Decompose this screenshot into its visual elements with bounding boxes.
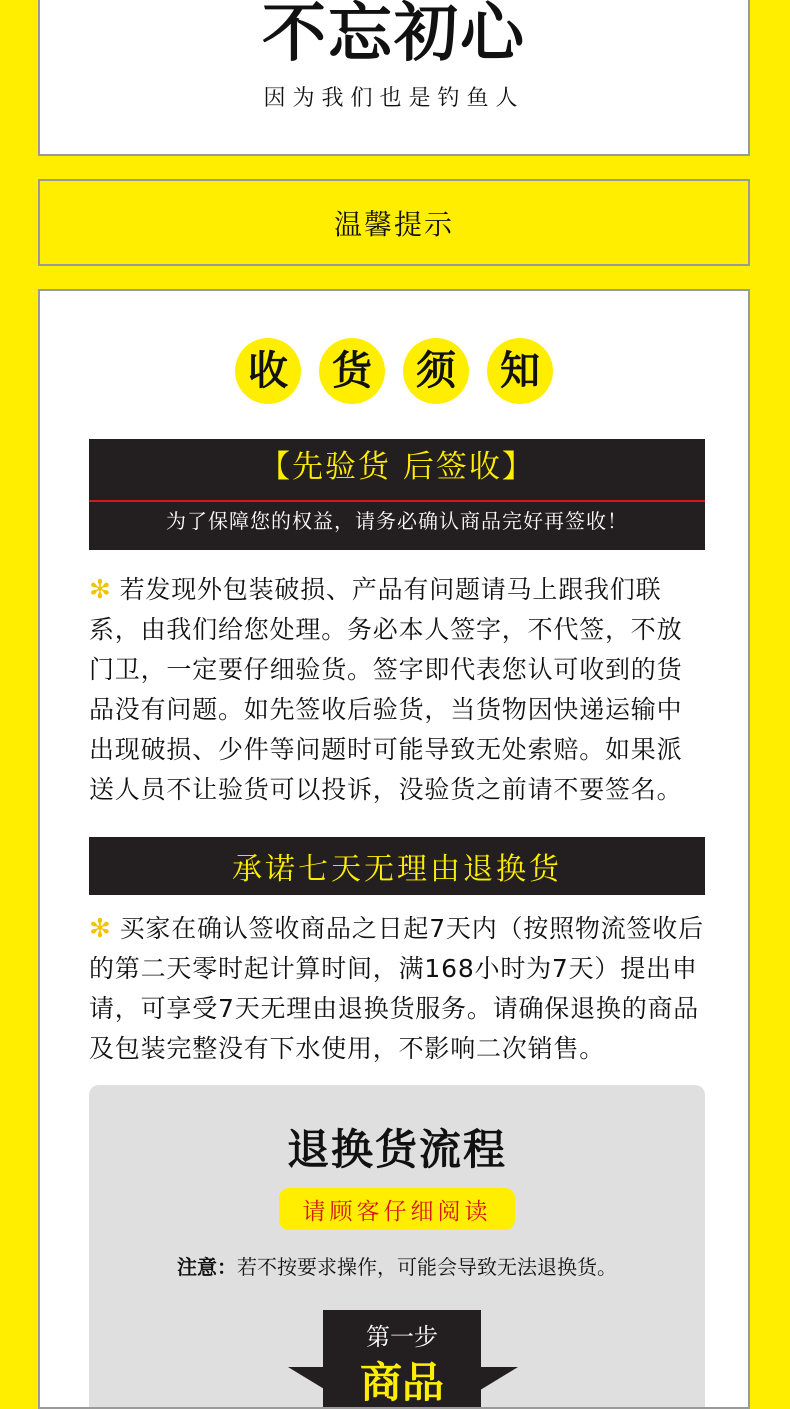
asterisk-icon: ✻	[89, 575, 112, 605]
receipt-banner-title: 【先验货 后签收】	[259, 449, 535, 485]
receipt-circle-2: 货	[319, 338, 385, 404]
first-step-label: 第一步	[366, 1323, 438, 1351]
notice-text: 若不按要求操作，可能会导致无法退换货。	[237, 1255, 617, 1279]
receipt-circle-1: 收	[235, 338, 301, 404]
receipt-paragraph: 若发现外包装破损、产品有问题请马上跟我们联系，由我们给您处理。务必本人签字，不代签，不放门卫，一定要仔细验货。签字即代表您认可收到的货品没有问题。如先签收后验货，当货物因快递运输中出现破损、少件等问题时可能导致无处索赔。如果派送人员不让验货可以投诉，没验货之前请不要签名。	[89, 575, 683, 804]
notice-label: 注意：	[177, 1255, 237, 1279]
return-policy-paragraph-block	[89, 909, 707, 1069]
return-policy-paragraph: 买家在确认签收商品之日起7天内（按照物流签收后的第二天零时起计算时间，满168小时为7天）提出申请，可享受7天无理由退换货服务。请确保退换的商品及包装完整没有下水使用，不影响二次销售。	[89, 914, 704, 1063]
read-carefully-label: 请顾客仔细阅读	[302, 1198, 492, 1225]
return-flow-card	[89, 1085, 705, 1409]
receipt-title-circles	[40, 338, 748, 404]
hero-subtitle: 因为我们也是钓鱼人	[263, 86, 525, 111]
asterisk-icon: ✻	[89, 914, 112, 944]
receipt-circle-4: 知	[487, 338, 553, 404]
return-policy-banner	[89, 837, 705, 895]
first-step-main: 商品	[359, 1358, 444, 1407]
receipt-paragraph-block	[89, 570, 707, 810]
return-flow-title: 退换货流程	[286, 1125, 507, 1174]
return-flow-notice	[89, 1257, 705, 1277]
content-panel	[38, 289, 750, 1409]
receipt-circle-3: 须	[403, 338, 469, 404]
return-policy-title: 承诺七天无理由退换货	[232, 852, 562, 887]
read-carefully-pill	[279, 1188, 515, 1230]
receipt-banner-divider	[89, 500, 705, 502]
tip-bar	[38, 179, 750, 266]
receipt-banner-subtitle: 为了保障您的权益，请务必确认商品完好再签收！	[166, 509, 628, 533]
first-step-marker	[288, 1310, 518, 1409]
hero-panel	[38, 0, 750, 156]
tip-bar-label: 温馨提示	[333, 207, 454, 241]
hero-title: 不忘初心	[262, 0, 526, 71]
receipt-banner	[89, 439, 705, 550]
